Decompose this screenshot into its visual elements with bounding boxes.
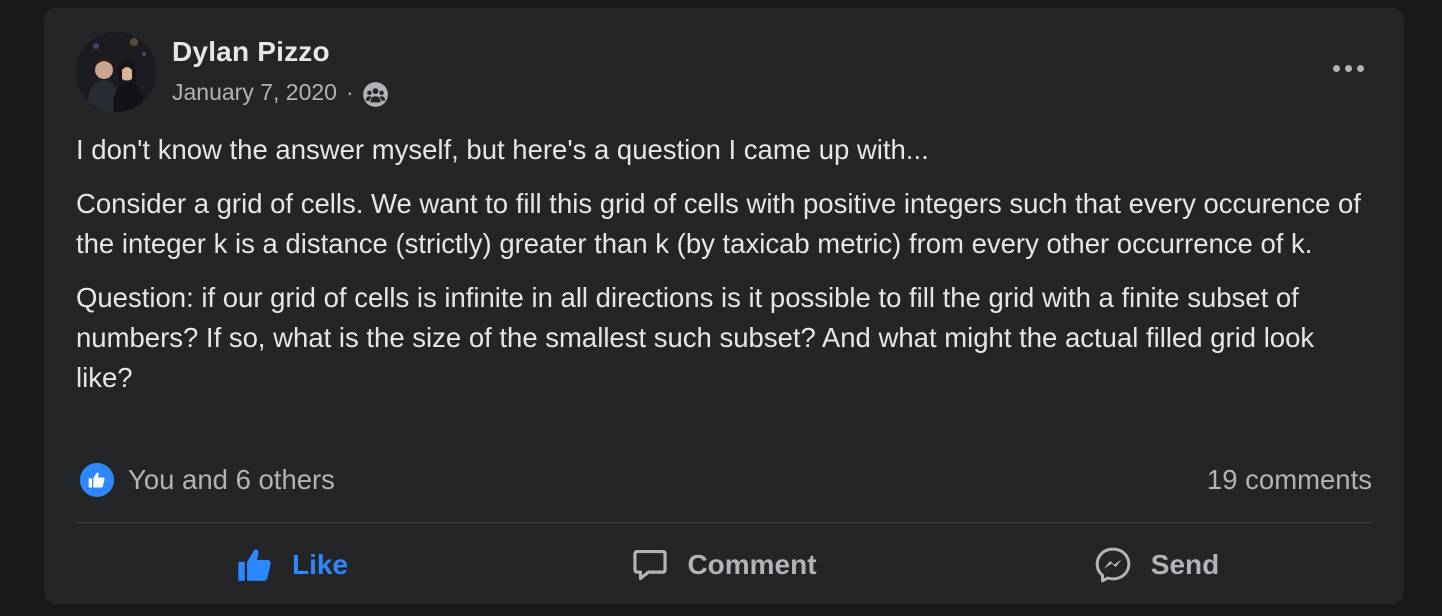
comment-button[interactable] xyxy=(508,536,940,594)
post-paragraph: I don't know the answer myself, but here's a question I came up with... xyxy=(76,134,929,165)
action-bar xyxy=(76,536,1372,594)
post-paragraph: Consider a grid of cells. We want to fill this grid of cells with positive integers such that every occurence of the integer k is a distance (strictly) greater than k (by taxicab metric) from every other occurrence of k. xyxy=(76,188,1361,259)
comment-icon xyxy=(631,546,669,584)
author-avatar[interactable] xyxy=(76,32,156,112)
like-button[interactable] xyxy=(76,536,508,594)
post-body xyxy=(76,130,1376,412)
author-name[interactable]: Dylan Pizzo xyxy=(172,36,330,67)
thumbs-up-icon xyxy=(236,546,274,584)
reactions-summary[interactable] xyxy=(78,460,335,500)
post-card xyxy=(44,8,1404,604)
more-dot-icon xyxy=(1333,65,1340,72)
like-reaction-icon xyxy=(78,461,116,499)
post-paragraph: Question: if our grid of cells is infinite in all directions is it possible to fill the grid with a finite subset of numbers? If so, what is the size of the smallest such subset? And what might the actual filled grid look like? xyxy=(76,282,1315,393)
comments-count[interactable]: 19 comments xyxy=(1206,464,1372,495)
comment-label: Comment xyxy=(687,549,817,580)
reactions-text[interactable]: You and 6 others xyxy=(128,464,335,495)
send-label: Send xyxy=(1150,549,1220,580)
divider xyxy=(76,522,1372,523)
more-dot-icon xyxy=(1357,65,1364,72)
like-label: Like xyxy=(291,549,349,580)
post-meta xyxy=(172,76,389,108)
more-dot-icon xyxy=(1345,65,1352,72)
send-button[interactable] xyxy=(940,536,1372,594)
group-icon[interactable] xyxy=(362,81,389,108)
post-date[interactable]: January 7, 2020 xyxy=(172,78,337,105)
meta-separator: · xyxy=(345,78,354,105)
more-options-button[interactable] xyxy=(1324,52,1372,84)
messenger-icon xyxy=(1093,545,1133,585)
